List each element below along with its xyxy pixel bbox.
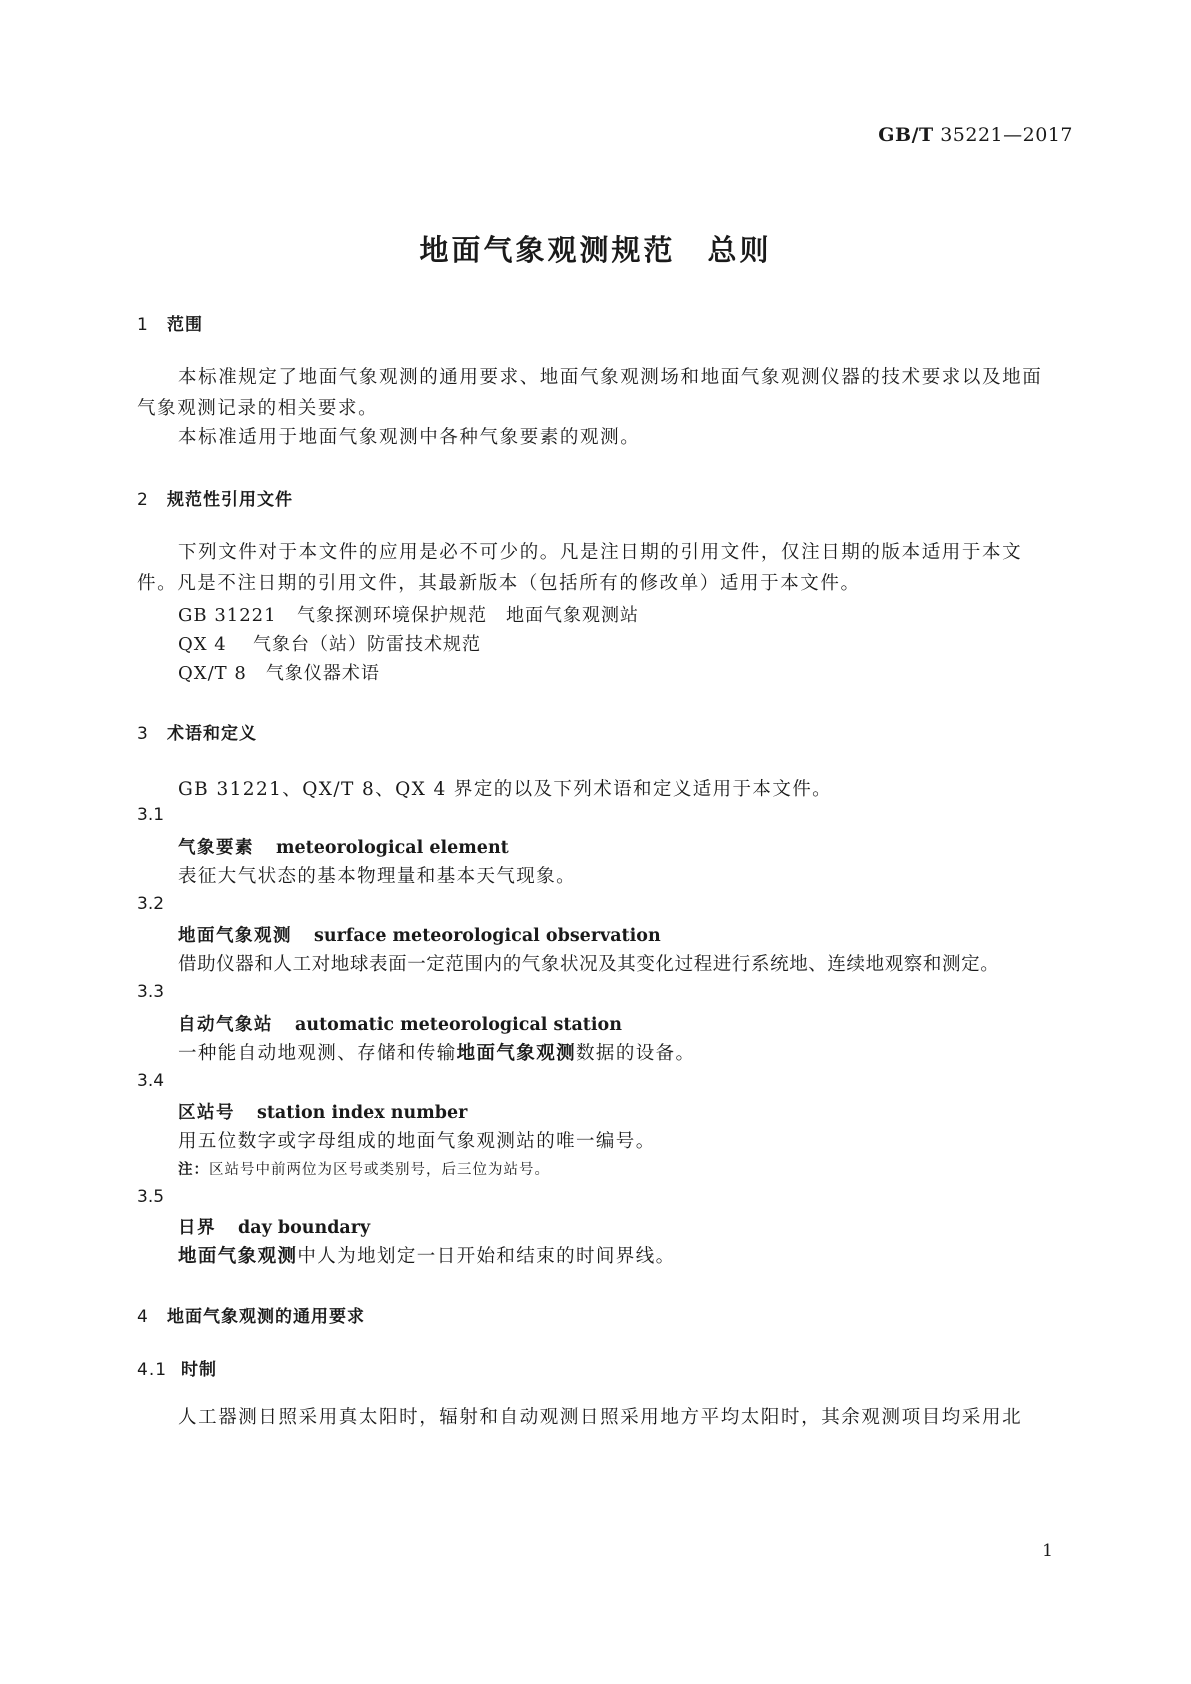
section-3-intro: GB 31221、QX/T 8、QX 4 界定的以及下列术语和定义适用于本文件。: [178, 779, 833, 800]
term-heading: 区站号 station index number: [178, 1103, 468, 1123]
page-number: 1: [1042, 1541, 1053, 1561]
section-4-1-paragraph-1: 人工器测日照采用真太阳时，辐射和自动观测日照采用地方平均太阳时，其余观测项目均采用北: [178, 1407, 1023, 1428]
term-heading: 气象要素 meteorological element: [178, 838, 509, 858]
term-definition: 用五位数字或字母组成的地面气象观测站的唯一编号。: [178, 1131, 656, 1152]
reference-item: QX/T 8 气象仪器术语: [178, 663, 380, 684]
term-heading: 自动气象站 automatic meteorological station: [178, 1015, 622, 1035]
section-1-paragraph-1: 本标准规定了地面气象观测的通用要求、地面气象观测场和地面气象观测仪器的技术要求以及地面气象观测记录的相关要求。: [137, 367, 1043, 419]
term-definition: 地面气象观测中人为地划定一日开始和结束的时间界线。: [178, 1246, 676, 1267]
term-number: 3.4: [137, 1071, 165, 1091]
term-number: 3.1: [137, 805, 165, 825]
reference-item: QX 4 气象台（站）防雷技术规范: [178, 634, 481, 655]
term-definition: 一种能自动地观测、存储和传输地面气象观测数据的设备。: [178, 1043, 696, 1064]
section-heading-3: 3 术语和定义: [137, 724, 257, 744]
term-number: 3.3: [137, 982, 165, 1002]
term-definition: 借助仪器和人工对地球表面一定范围内的气象状况及其变化过程进行系统地、连续地观察和测定。: [178, 954, 1000, 975]
section-heading-4: 4 地面气象观测的通用要求: [137, 1307, 365, 1327]
subsection-heading-4-1: 4.1 时制: [137, 1360, 217, 1380]
term-cross-reference: 地面气象观测: [178, 1246, 298, 1267]
term-definition: 表征大气状态的基本物理量和基本天气现象。: [178, 866, 577, 887]
section-heading-2: 2 规范性引用文件: [137, 490, 293, 510]
document-title: 地面气象观测规范 总则: [419, 233, 772, 267]
term-cross-reference: 地面气象观测: [456, 1043, 577, 1064]
standard-code: GB/T 35221—2017: [878, 124, 1073, 146]
section-heading-1: 1 范围: [137, 315, 203, 335]
reference-item: GB 31221 气象探测环境保护规范 地面气象观测站: [178, 605, 639, 626]
term-number: 3.5: [137, 1187, 165, 1207]
term-number: 3.2: [137, 894, 165, 914]
section-2-paragraph-1: 下列文件对于本文件的应用是必不可少的。凡是注日期的引用文件，仅注日期的版本适用于本文件。凡是不注日期的引用文件，其最新版本（包括所有的修改单）适用于本文件。: [137, 542, 1023, 594]
section-1-paragraph-2: 本标准适用于地面气象观测中各种气象要素的观测。: [178, 427, 641, 448]
term-heading: 日界 day boundary: [178, 1218, 371, 1238]
term-note: 注：区站号中前两位为区号或类别号，后三位为站号。: [178, 1162, 550, 1178]
term-heading: 地面气象观测 surface meteorological observation: [178, 926, 661, 946]
